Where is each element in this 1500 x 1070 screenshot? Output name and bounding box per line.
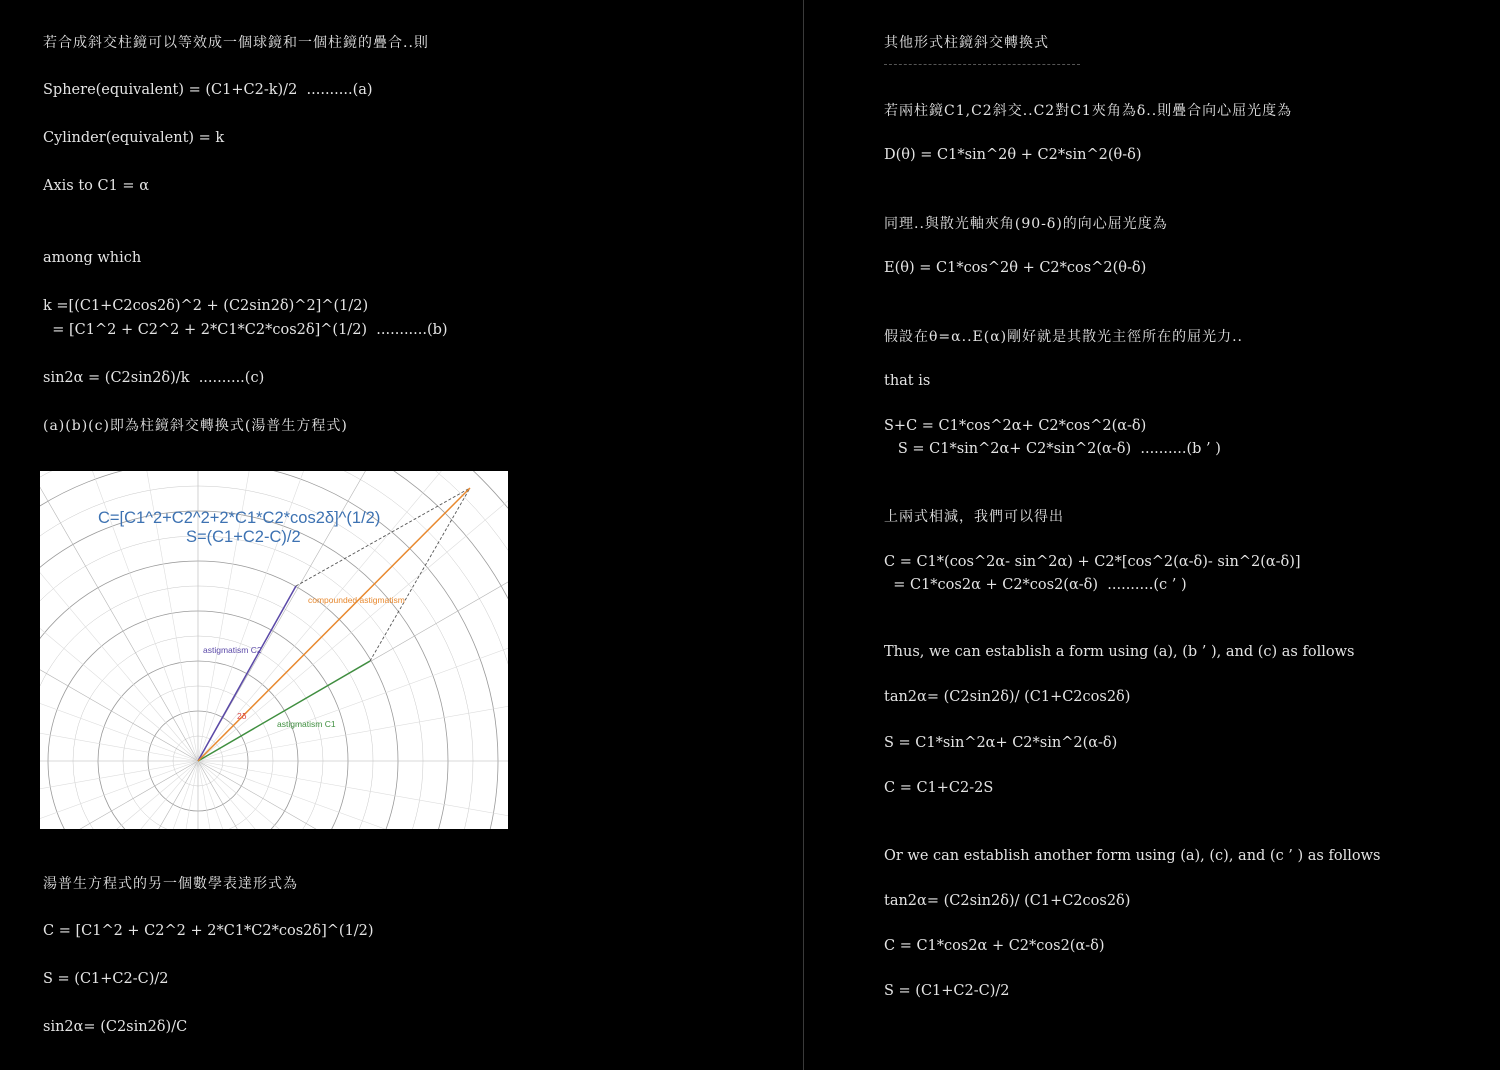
e-theta-equation: E(θ) = C1*cos^2θ + C2*cos^2(θ-δ) — [884, 260, 1147, 276]
grid-spoke — [40, 761, 198, 829]
k-equation-line-1: k =[(C1+C2cos2δ)^2 + (C2sin2δ)^2]^(1/2) — [43, 298, 369, 314]
intro-text: 若兩柱鏡C1,C2斜交..C2對C1夾角為δ..則疊合向心屈光度為 — [884, 103, 1293, 119]
grid-spoke — [198, 761, 508, 829]
grid-spoke — [40, 761, 198, 829]
assume-text: 假設在θ=α..E(α)剛好就是其散光主徑所在的屈光力.. — [884, 329, 1244, 345]
grid-spoke — [40, 761, 198, 829]
among-which-text: among which — [43, 250, 142, 266]
grid-spoke — [198, 761, 508, 829]
tan-equation-1: tan2α= (C2sin2δ)/ (C1+C2cos2δ) — [884, 689, 1131, 705]
right-page — [804, 0, 1500, 1070]
that-is-text: that is — [884, 373, 931, 389]
grid-spoke — [198, 761, 472, 829]
s-equation-1: S = C1*sin^2α+ C2*sin^2(α-δ) — [884, 735, 1118, 751]
k-equation-line-2: = [C1^2 + C2^2 + 2*C1*C2*cos2δ]^(1/2) ...........(b) — [43, 322, 448, 338]
thompson-summary: (a)(b)(c)即為柱鏡斜交轉換式(湯普生方程式) — [43, 418, 348, 434]
grid-spoke — [198, 622, 508, 761]
grid-spoke — [198, 761, 508, 829]
grid-spoke — [198, 761, 508, 829]
thus-text: Thus, we can establish a form using (a), (b ’ ), and (c) as follows — [884, 644, 1355, 660]
or-text: Or we can establish another form using (a), (c), and (c ’ ) as follows — [884, 848, 1381, 864]
cylinder-equation: Cylinder(equivalent) = k — [43, 130, 225, 146]
c-equation-line-2: = C1*cos2α + C2*cos2(α-δ) ..........(c ’ ) — [884, 577, 1187, 593]
c-equation-2: C = C1*cos2α + C2*cos2(α-δ) — [884, 938, 1105, 954]
grid-spoke — [40, 761, 198, 829]
grid-circle — [40, 586, 373, 829]
astigmatism-c2-vector — [198, 586, 296, 761]
astigmatism-vector-figure — [40, 471, 508, 829]
alt-s-equation: S = (C1+C2-C)/2 — [43, 971, 169, 987]
label-compounded-astigmatism: compounded astigmatism — [308, 595, 405, 605]
subtract-text: 上兩式相減，我們可以得出 — [884, 509, 1064, 525]
grid-spoke — [198, 761, 508, 829]
c-equation-line-1: C = C1*(cos^2α- sin^2α) + C2*[cos^2(α-δ)- sin^2(α-δ)] — [884, 554, 1301, 570]
grid-spoke — [40, 622, 198, 761]
s-equation-b-prime: S = C1*sin^2α+ C2*sin^2(α-δ) ..........(b ’ ) — [884, 441, 1221, 457]
label-astigmatism-c1: astigmatism C1 — [277, 719, 336, 729]
sin-equation: sin2α = (C2sin2δ)/k ..........(c) — [43, 370, 265, 386]
tan-equation-2: tan2α= (C2sin2δ)/ (C1+C2cos2δ) — [884, 893, 1131, 909]
parallelogram-top — [296, 488, 470, 586]
s-plus-c-equation: S+C = C1*cos^2α+ C2*cos^2(α-δ) — [884, 418, 1147, 434]
alt-form-heading: 湯普生方程式的另一個數學表達形式為 — [43, 876, 298, 892]
grid-spoke — [198, 761, 508, 829]
left-heading: 若合成斜交柱鏡可以等效成一個球鏡和一個柱鏡的疊合..則 — [43, 35, 429, 51]
label-astigmatism-c2: astigmatism C2 — [203, 645, 262, 655]
grid-spoke — [40, 761, 198, 829]
alt-c-equation: C = [C1^2 + C2^2 + 2*C1*C2*cos2δ]^(1/2) — [43, 923, 374, 939]
d-theta-equation: D(θ) = C1*sin^2θ + C2*sin^2(θ-δ) — [884, 147, 1142, 163]
figure-formula-c: C=[C1^2+C2^2+2*C1*C2*cos2δ]^(1/2) — [98, 509, 381, 527]
c-equation-1: C = C1+C2-2S — [884, 780, 994, 796]
label-angle-2delta: 2δ — [237, 711, 247, 721]
figure-formula-s: S=(C1+C2-C)/2 — [186, 528, 301, 546]
s-equation-2: S = (C1+C2-C)/2 — [884, 983, 1010, 999]
axis-equation: Axis to C1 = α — [43, 178, 149, 194]
sphere-equation: Sphere(equivalent) = (C1+C2-k)/2 ..........(a) — [43, 82, 373, 98]
alt-sin-equation: sin2α= (C2sin2δ)/C — [43, 1019, 188, 1035]
grid-spoke — [40, 761, 198, 829]
similarly-text: 同理..與散光軸夾角(90-δ)的向心屈光度為 — [884, 216, 1168, 232]
heading-dashed-rule — [884, 64, 1080, 65]
grid-spoke — [40, 761, 198, 829]
grid-circle — [40, 536, 423, 829]
right-heading: 其他形式柱鏡斜交轉換式 — [884, 35, 1049, 51]
